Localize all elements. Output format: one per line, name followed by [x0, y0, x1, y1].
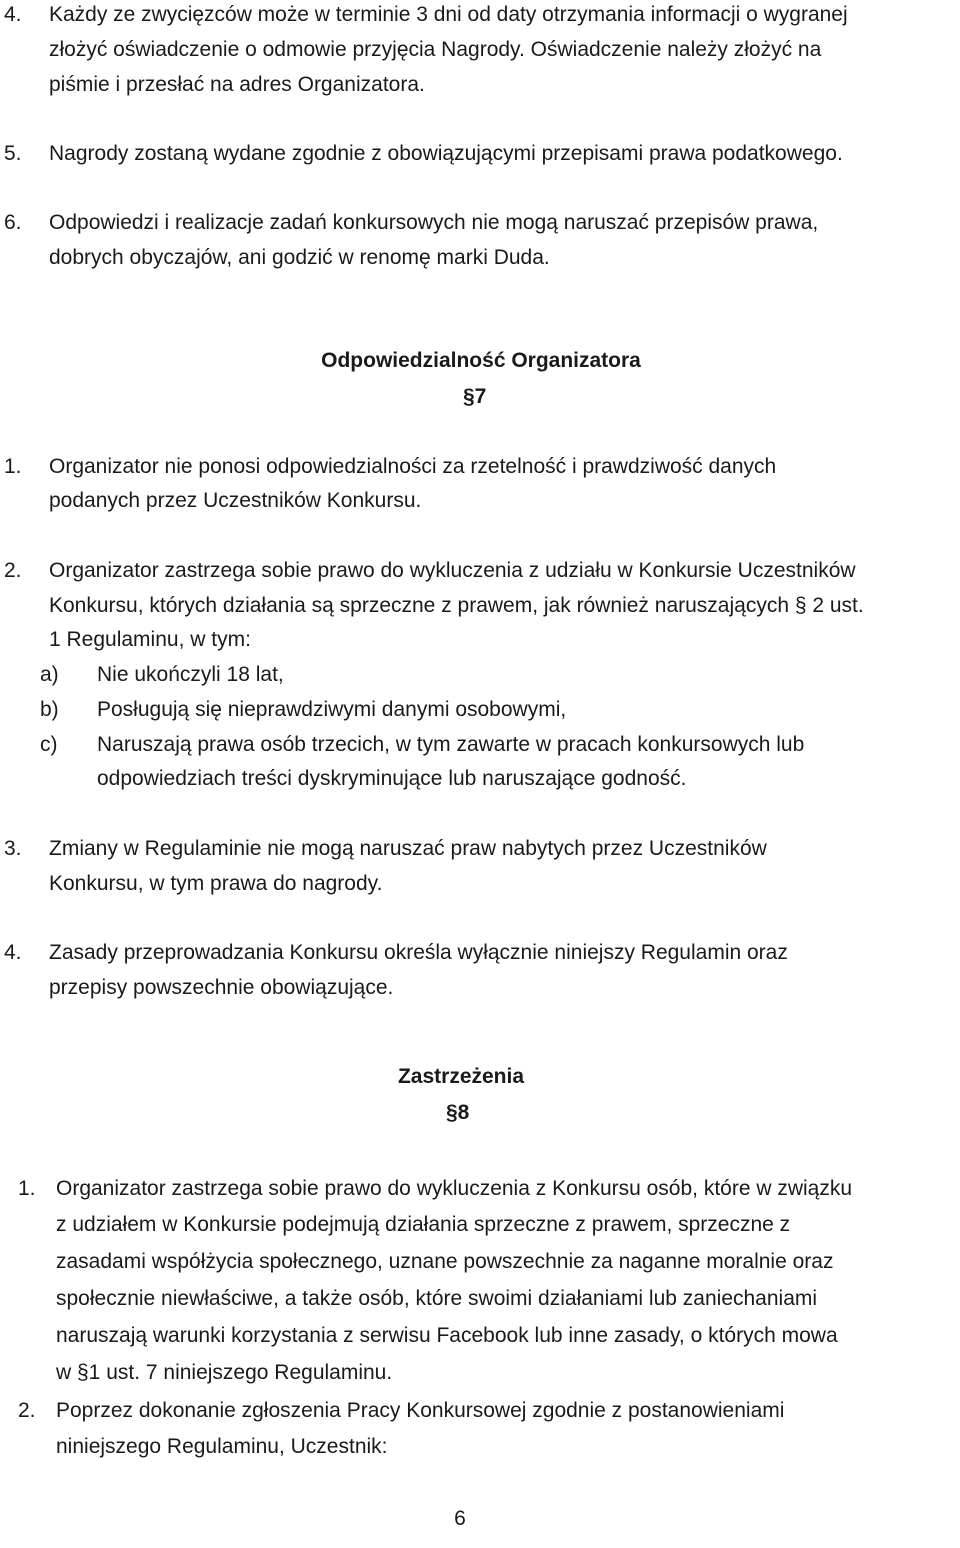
section-number: §8: [446, 1101, 470, 1124]
item-text-line: piśmie i przesłać na adres Organizatora.: [49, 73, 425, 96]
item-text-line: Konkursu, w tym prawa do nagrody.: [49, 872, 383, 895]
item-text-line: społecznie niewłaściwe, a także osób, które swoimi działaniami lub zaniechaniami: [56, 1287, 818, 1310]
sub-item-letter: b): [40, 698, 59, 721]
item-text-line: podanych przez Uczestników Konkursu.: [49, 489, 422, 512]
sub-item-text: Posługują się nieprawdziwymi danymi osobowymi,: [97, 698, 567, 721]
item-text-line: Każdy ze zwycięzców może w terminie 3 dni od daty otrzymania informacji o wygranej: [49, 3, 848, 26]
item-text-line: Konkursu, których działania są sprzeczne z prawem, jak również naruszających § 2 ust.: [49, 594, 864, 617]
page-number: 6: [454, 1507, 466, 1530]
item-number: 4.: [4, 3, 22, 26]
sub-item-text: Nie ukończyli 18 lat,: [97, 663, 284, 686]
item-number: 2.: [4, 559, 22, 582]
item-text-line: Organizator zastrzega sobie prawo do wykluczenia z Konkursu osób, które w związku: [56, 1177, 853, 1200]
item-number: 6.: [4, 211, 22, 234]
section-number: §7: [463, 385, 487, 408]
item-text-line: naruszają warunki korzystania z serwisu Facebook lub inne zasady, o których mowa: [56, 1324, 838, 1347]
item-text-line: Odpowiedzi i realizacje zadań konkursowych nie mogą naruszać przepisów prawa,: [49, 211, 819, 234]
item-text-line: zasadami współżycia społecznego, uznane powszechnie za naganne moralnie oraz: [56, 1250, 834, 1273]
item-number: 2.: [18, 1399, 36, 1422]
item-text-line: złożyć oświadczenie o odmowie przyjęcia Nagrody. Oświadczenie należy złożyć na: [49, 38, 822, 61]
item-number: 1.: [4, 455, 22, 478]
item-text-line: niniejszego Regulaminu, Uczestnik:: [56, 1435, 388, 1458]
item-text-line: Nagrody zostaną wydane zgodnie z obowiązującymi przepisami prawa podatkowego.: [49, 142, 843, 165]
item-text-line: 1 Regulaminu, w tym:: [49, 628, 251, 651]
item-text-line: Organizator zastrzega sobie prawo do wykluczenia z udziału w Konkursie Uczestników: [49, 559, 856, 582]
item-text-line: przepisy powszechnie obowiązujące.: [49, 976, 394, 999]
sub-item-text: odpowiedziach treści dyskryminujące lub naruszające godność.: [97, 767, 687, 790]
item-number: 1.: [18, 1177, 36, 1200]
sub-item-letter: c): [40, 733, 58, 756]
item-text-line: Poprzez dokonanie zgłoszenia Pracy Konkursowej zgodnie z postanowieniami: [56, 1399, 785, 1422]
item-text-line: w §1 ust. 7 niniejszego Regulaminu.: [56, 1361, 393, 1384]
sub-item-letter: a): [40, 663, 59, 686]
sub-item-text: Naruszają prawa osób trzecich, w tym zawarte w pracach konkursowych lub: [97, 733, 805, 756]
item-number: 4.: [4, 941, 22, 964]
item-text-line: Zasady przeprowadzania Konkursu określa wyłącznie niniejszy Regulamin oraz: [49, 941, 788, 964]
item-number: 5.: [4, 142, 22, 165]
item-text-line: z udziałem w Konkursie podejmują działania sprzeczne z prawem, sprzeczne z: [56, 1213, 791, 1236]
section-heading: Zastrzeżenia: [397, 1065, 525, 1088]
item-text-line: dobrych obyczajów, ani godzić w renomę marki Duda.: [49, 246, 550, 269]
item-text-line: Organizator nie ponosi odpowiedzialności za rzetelność i prawdziwość danych: [49, 455, 777, 478]
section-heading: Odpowiedzialność Organizatora: [321, 349, 641, 372]
item-number: 3.: [4, 837, 22, 860]
item-text-line: Zmiany w Regulaminie nie mogą naruszać praw nabytych przez Uczestników: [49, 837, 767, 860]
